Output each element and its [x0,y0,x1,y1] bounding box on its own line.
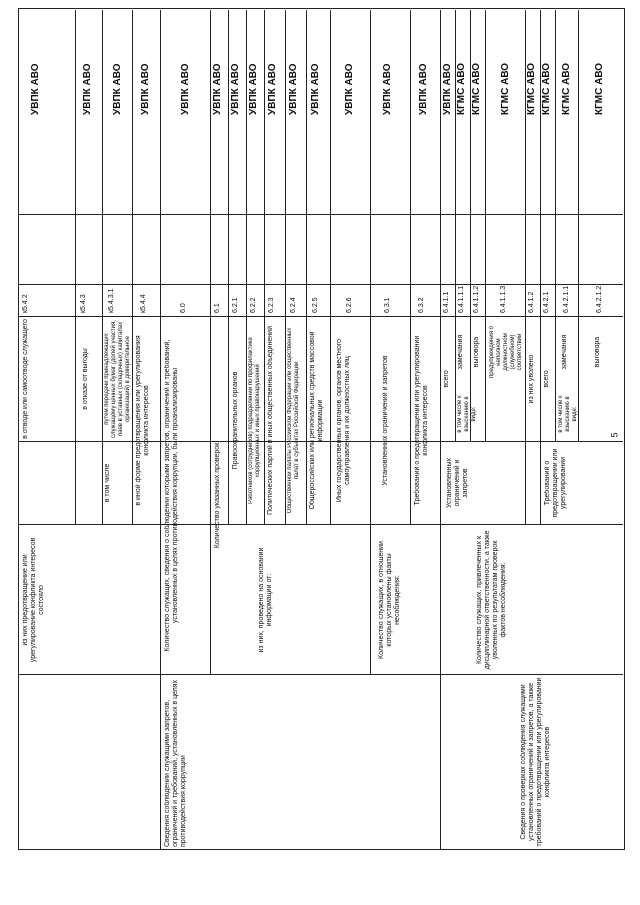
code-cell: 6.4.1.1.2 [473,285,480,313]
code-cell: 6.3.1 [384,297,391,313]
item-cell: выговора [473,336,480,368]
item-cell: замечания [457,334,464,370]
row-line [160,10,161,850]
org-cell: УВПК АВО [230,63,241,115]
code-cell: 6.1 [214,303,221,313]
item-cell: Установленных ограничений и запретов [382,355,389,486]
item-cell: в отводе или самоотводе служащего [22,319,29,439]
item-cell: всего [543,370,550,388]
org-cell: УВПК АВО [248,63,259,115]
sub-cell: в том числе к взысканию в виде: [457,395,477,433]
section-cell: Сведения соблюдении служащими запретов, ограничений и требований, установленных в целях противодействия коррупции [164,679,187,847]
org-cell: УВПК АВО [418,63,429,115]
label-cell: Количество служащих, в отношении которых установлены факты несоблюдения: [378,541,401,659]
item-cell: всего [443,370,450,388]
code-cell: к5.4.2 [22,294,29,313]
org-cell: УВПК АВО [112,63,123,115]
row-line [246,10,247,525]
org-cell: УВПК АВО [344,63,355,115]
code-cell: 6.4.1.1.3 [500,285,507,313]
row-line [264,10,265,525]
label-cell: Установленных ограничений и запретов [446,457,469,509]
code-cell: 6.2.2 [250,297,257,313]
org-cell: КГМС АВО [471,62,482,115]
item-cell: в отказе от выгоды [82,348,89,410]
item-cell: Политических партий и иных общественных объединений [267,326,274,515]
org-cell: КГМС АВО [500,62,511,115]
code-cell: 6.2.1 [232,297,239,313]
code-cell: 6.4.2.1 [543,291,550,313]
item-cell: Количество служащих, сведения о соблюдении которыми запретов, ограничений и требований, установленных в целях противодействия коррупции, были проанализированы [164,339,179,652]
row-line [285,10,286,525]
org-cell: УВПК АВО [382,63,393,115]
row-line [578,10,579,442]
org-cell: КГМС АВО [456,62,467,115]
col-line-label [18,524,623,525]
item-cell: Правоохранительных органов [232,371,239,470]
code-cell: к5.4.4 [140,294,147,313]
row-line [306,10,307,525]
code-cell: 6.4.1.1.1 [458,285,465,313]
org-cell: КГМС АВО [594,62,605,115]
row-line [555,10,556,442]
org-cell: УВПК АВО [180,63,191,115]
code-cell: 6.2.5 [312,297,319,313]
col-line-blank [18,214,623,215]
code-cell: 6.2.3 [268,297,275,313]
row-line [330,10,331,525]
org-cell: УВПК АВО [310,63,321,115]
code-cell: 6.3.2 [418,297,425,313]
sub-cell: в том числе к взысканию в виде: [558,395,578,433]
item-cell: в иной форме предотвращения или урегулирования конфликта интересов [135,335,150,506]
row-line [132,10,133,525]
code-cell: к5.4.3 [80,294,87,313]
row-line [210,10,211,675]
org-cell: УВПК АВО [30,63,41,115]
item-cell: замечания [561,334,568,370]
item-cell: Количество указанных проверок [214,442,221,549]
org-cell: УВПК АВО [267,63,278,115]
label-cell: Количество служащих, привлеченных к дисциплинарной ответственности, а также уволенных по результатам проверок фактов несоблюдения: [476,530,507,670]
org-cell: УВПК АВО [442,63,453,115]
item-cell: Требований о предотвращении или урегулировании конфликта интересов [414,335,429,506]
row-line [102,10,103,525]
item-cell: из них уволено [528,354,535,404]
org-cell: КГМС АВО [526,62,537,115]
row-line [75,10,76,525]
row-line [370,10,371,675]
col-line-section [18,674,623,675]
item-cell: предупреждения о неполном должностном (служебном) соответствии [489,326,523,378]
item-cell: Работников (сотрудников) подразделений по профилактике коррупционных и иных правонарушений [248,337,261,504]
item-cell: путем передачи принадлежащих служащему ценных бумаг (долей участия, паев в уставных (складочных) капиталах организаций) в доверительное [104,320,131,438]
code-cell: 6.4.2.1.1 [563,285,570,313]
item-cell: Общероссийских или региональных средств массовой информации [309,331,324,510]
org-cell: УВПК АВО [140,63,151,115]
section-cell: Сведения о проверках соблюдения служащими установленных ограничений и запретов, а также требований о предотвращении или урегулировании конфликта интересов [520,677,551,847]
item-cell: Общественной палаты Российской Федерации или общественных палат в субъектах Российской Федерации [287,327,300,514]
col-line-item [18,316,623,317]
col-line-code [18,284,623,285]
row-line [410,10,411,525]
code-cell: 6.2.4 [290,297,297,313]
row-line [440,10,441,850]
code-cell: 6.4.2.1.2 [596,285,603,313]
item-cell: выговора [594,336,601,368]
code-cell: к5.4.3.1 [108,288,115,313]
label-cell: из них, проведено на основании информации от: [258,547,273,653]
label-cell: Требований о предотвращении или урегулировании [544,448,567,518]
code-cell: 6.4.1.2 [528,291,535,313]
code-cell: 6.0 [180,303,187,313]
item-cell: Иных государственных органов, органов местного самоуправления и их должностных лиц [336,338,351,503]
org-cell: УВПК АВО [288,63,299,115]
label-cell: из них предотвращение или урегулирование конфликта интересов состояло [22,537,45,663]
row-line [485,10,486,442]
code-cell: 6.4.1.1 [443,291,450,313]
row-line [228,10,229,525]
page-number: 5 [609,432,620,438]
org-cell: УВПК АВО [212,63,223,115]
org-cell: КГМС АВО [541,62,552,115]
code-cell: 6.2.6 [346,297,353,313]
org-cell: УВПК АВО [82,63,93,115]
org-cell: КГМС АВО [561,62,572,115]
sub-cell: в том числе [104,463,111,503]
